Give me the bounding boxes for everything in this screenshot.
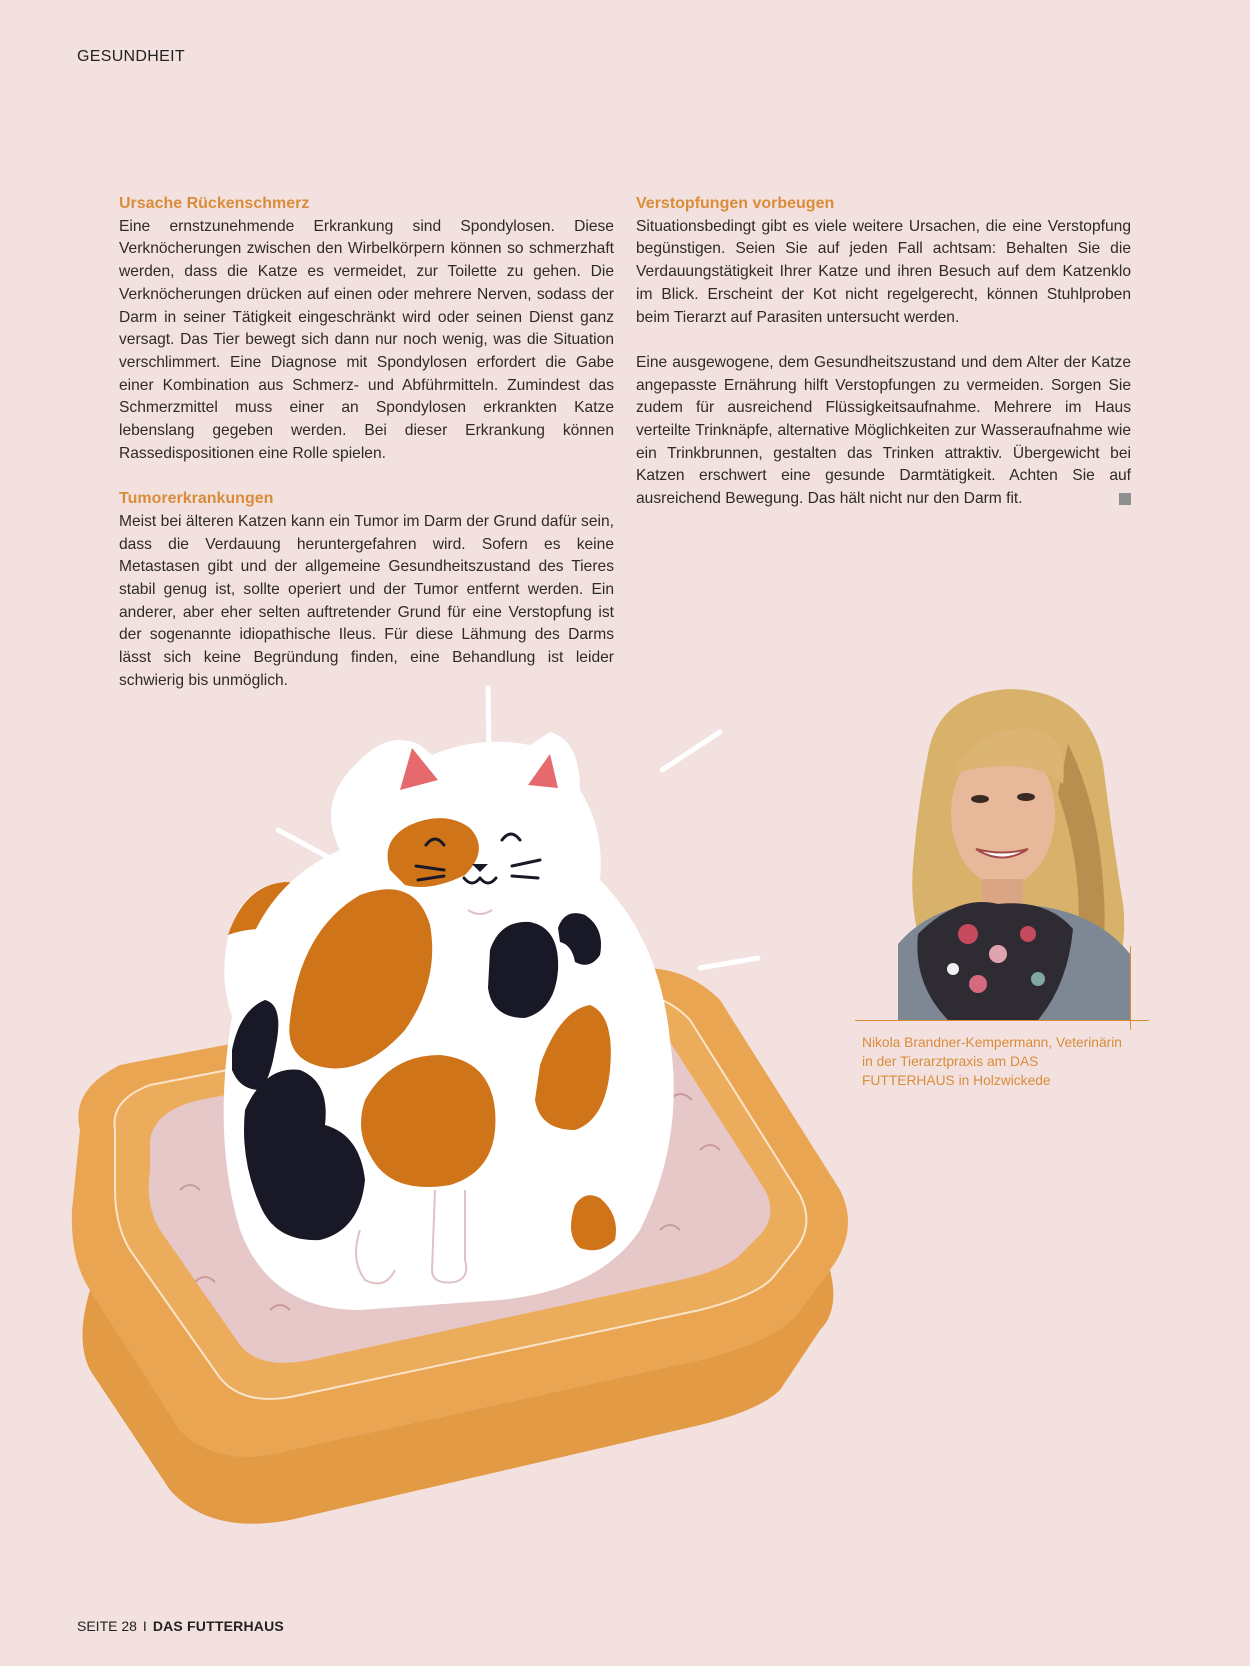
page-footer [77,1618,284,1634]
page-number: SEITE 28 [77,1618,137,1634]
photo-caption: Nikola Brandner-Kempermann, Veterinärin in der Tierarztpraxis am DAS FUTTERHAUS in Holzwickede [862,1035,1122,1088]
heading-back-pain: Ursache Rückenschmerz [119,195,310,212]
veterinarian-portrait [898,684,1130,1020]
footer-brand: DAS FUTTERHAUS [152,1618,284,1634]
right-column [636,193,1131,511]
caption-rule-vertical [1130,946,1131,1030]
paragraph-prevention-1: Situationsbedingt gibt es viele weitere Ursachen, die eine Verstopfung begünstigen. Seien Sie auf jeden Fall achtsam: Behalten Sie die Verdauungstätigkeit Ihrer Katze und ihren Besuch auf dem Katzenklo im Blick. Erscheint der Kot nicht regelgerecht, können Stuhlproben beim Tierarzt auf Parasiten untersucht werden. [636,217,1131,326]
heading-prevention: Verstopfungen vorbeugen [636,195,835,212]
paragraph-tumors: Meist bei älteren Katzen kann ein Tumor im Darm der Grund dafür sein, dass die Verdauung heruntergefahren wird. Sofern es keine Metastasen gibt und der allgemeine Gesundheitszustand des Tieres stabil genug ist, sollte operiert und der Tumor entfernt werden. Ein anderer, aber eher selten auftretender Grund für eine Verstopfung ist der sogenannte idiopathische Ileus. Für diese Lähmung des Darms lässt sich keine Begründung finden, eine Behandlung ist leider schwierig bis unmöglich. [119,512,614,689]
cat-litter-box-illustration [60,670,860,1590]
heading-tumors: Tumorerkrankungen [119,490,274,508]
section-label: GESUNDHEIT [77,48,185,65]
article-end-mark [1119,493,1131,505]
caption-rule-horizontal [855,1020,1149,1021]
paragraph-prevention-2 [636,352,1131,511]
paragraph-prevention-2-text: Eine ausgewogene, dem Gesundheitszustand und dem Alter der Katze angepasste Ernährung hilft Verstopfungen zu vermeiden. Sorgen Sie zudem für ausreichend Flüssigkeitsaufnahme. Mehrere im Haus verteilte Trinknäpfe, alternative Möglichkeiten zur Wasseraufnahme wie ein Trinkbrunnen, gestalten das Trinken attraktiv. Übergewicht bei Katzen erschwert eine gesunde Darmtätigkeit. Achten Sie auf ausreichend Bewegung. Das hält nicht nur den Darm fit. [636,353,1131,508]
footer-separator: I [142,1618,147,1634]
left-column [119,193,614,692]
paragraph-back-pain: Eine ernstzunehmende Erkrankung sind Spondylosen. Diese Verknöcherungen zwischen den Wirbelkörpern können so schmerzhaft werden, dass die Katze es vermeidet, zur Toilette zu gehen. Die Verknöcherungen drücken auf einen oder mehrere Nerven, sodass der Darm in seiner Tätigkeit eingeschränkt wird oder seinen Dienst ganz versagt. Das Tier bewegt sich dann nur noch wenig, was die Situation verschlimmert. Eine Diagnose mit Spondylosen erfordert die Gabe einer Kombination aus Schmerz- und Abführmitteln. Zumindest das Schmerzmittel muss einer an Spondylosen erkrankten Katze lebenslang gegeben werden. Bei dieser Erkrankung können Rassedispositionen eine Rolle spielen. [119,217,614,462]
